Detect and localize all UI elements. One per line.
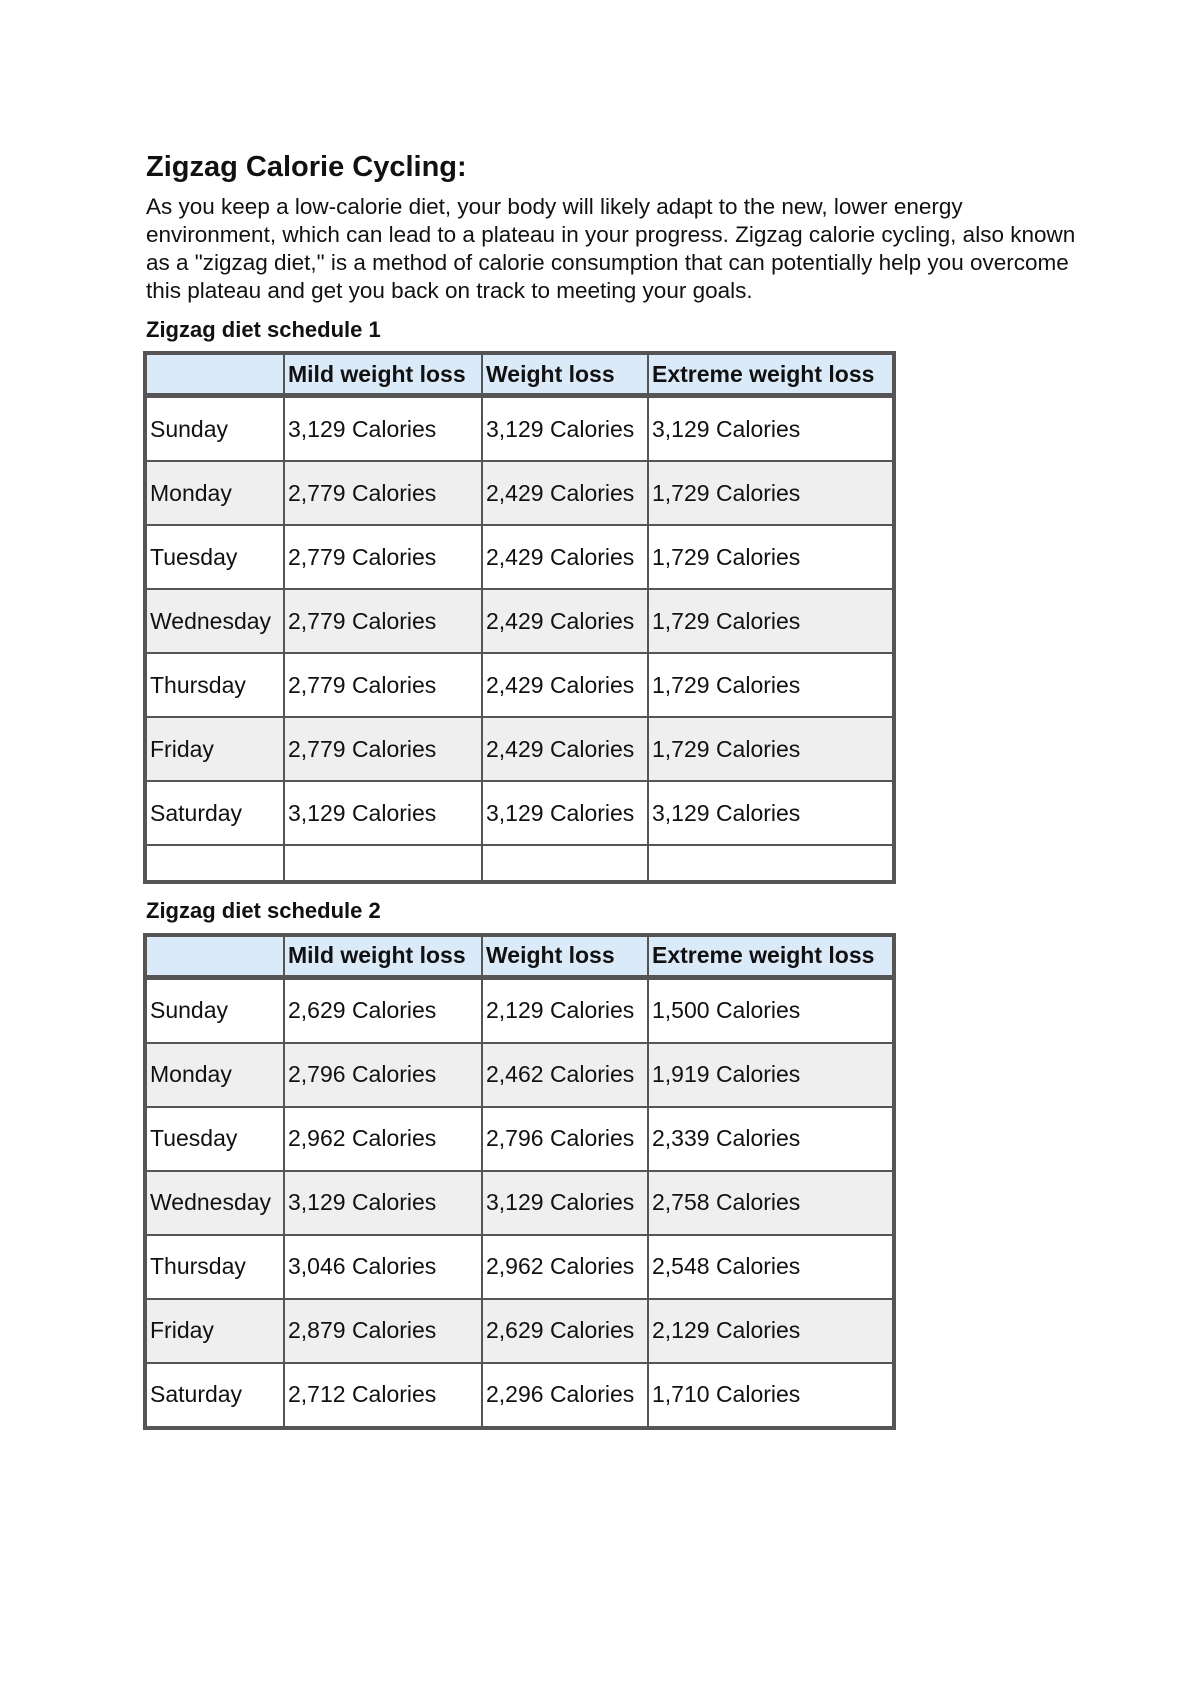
weight-loss-cell: 2,429 Calories (482, 589, 648, 653)
day-cell: Thursday (146, 1235, 284, 1299)
weight-loss-cell: 2,429 Calories (482, 525, 648, 589)
table-row (146, 397, 893, 461)
table-row (146, 1171, 893, 1235)
extreme-weight-loss-cell: 1,710 Calories (648, 1363, 893, 1427)
weight-loss-cell: 2,462 Calories (482, 1043, 648, 1107)
table-row (146, 1235, 893, 1299)
day-cell: Wednesday (146, 1171, 284, 1235)
table-row (146, 1363, 893, 1427)
day-cell: Friday (146, 1299, 284, 1363)
table-header-row (146, 354, 893, 397)
weight-loss-cell: 2,429 Calories (482, 717, 648, 781)
document-page (146, 150, 1076, 1444)
day-cell: Monday (146, 1043, 284, 1107)
extreme-weight-loss-cell: 1,919 Calories (648, 1043, 893, 1107)
mild-weight-loss-cell: 3,046 Calories (284, 1235, 482, 1299)
table-row (146, 1299, 893, 1363)
table-row (146, 1107, 893, 1171)
day-cell: Tuesday (146, 1107, 284, 1171)
schedules-container (146, 317, 1076, 1430)
schedule-table (143, 351, 896, 884)
mild-weight-loss-cell: 2,712 Calories (284, 1363, 482, 1427)
mild-weight-loss-cell (284, 845, 482, 881)
weight-loss-cell: 2,962 Calories (482, 1235, 648, 1299)
header-cell-extreme: Extreme weight loss (648, 354, 893, 397)
table-row (146, 589, 893, 653)
mild-weight-loss-cell: 3,129 Calories (284, 781, 482, 845)
schedule-table (143, 933, 896, 1430)
weight-loss-cell: 3,129 Calories (482, 1171, 648, 1235)
extreme-weight-loss-cell: 1,500 Calories (648, 979, 893, 1043)
extreme-weight-loss-cell: 1,729 Calories (648, 461, 893, 525)
mild-weight-loss-cell: 2,779 Calories (284, 717, 482, 781)
weight-loss-cell: 2,296 Calories (482, 1363, 648, 1427)
schedule-title: Zigzag diet schedule 1 (146, 316, 381, 342)
day-cell: Saturday (146, 781, 284, 845)
day-cell: Saturday (146, 1363, 284, 1427)
extreme-weight-loss-cell: 2,129 Calories (648, 1299, 893, 1363)
mild-weight-loss-cell: 2,962 Calories (284, 1107, 482, 1171)
table-row (146, 525, 893, 589)
schedule-section (146, 898, 1076, 1429)
page-title: Zigzag Calorie Cycling: (146, 151, 467, 183)
extreme-weight-loss-cell (648, 845, 893, 881)
weight-loss-cell: 3,129 Calories (482, 781, 648, 845)
mild-weight-loss-cell: 3,129 Calories (284, 1171, 482, 1235)
mild-weight-loss-cell: 2,779 Calories (284, 525, 482, 589)
table-body (146, 979, 893, 1427)
day-cell: Friday (146, 717, 284, 781)
header-cell-mild: Mild weight loss (284, 354, 482, 397)
header-cell-extreme: Extreme weight loss (648, 936, 893, 979)
extreme-weight-loss-cell: 1,729 Calories (648, 525, 893, 589)
table-row (146, 979, 893, 1043)
extreme-weight-loss-cell: 2,758 Calories (648, 1171, 893, 1235)
header-cell-mild: Mild weight loss (284, 936, 482, 979)
weight-loss-cell (482, 845, 648, 881)
intro-paragraph: As you keep a low-calorie diet, your body will likely adapt to the new, lower energy environment, which can lead to a plateau in your progress. Zigzag calorie cycling, also known as a "zigzag diet," is a method of calorie consumption that can potentially help you overcome this plateau and get you back on track to meeting your goals. (146, 193, 1076, 303)
mild-weight-loss-cell: 2,796 Calories (284, 1043, 482, 1107)
weight-loss-cell: 2,429 Calories (482, 461, 648, 525)
extreme-weight-loss-cell: 1,729 Calories (648, 653, 893, 717)
day-cell: Monday (146, 461, 284, 525)
table-body (146, 397, 893, 881)
weight-loss-cell: 2,429 Calories (482, 653, 648, 717)
day-cell: Wednesday (146, 589, 284, 653)
table-header-row (146, 936, 893, 979)
schedule-section (146, 317, 1076, 884)
header-cell-weight-loss: Weight loss (482, 936, 648, 979)
table-row (146, 461, 893, 525)
table-row (146, 845, 893, 881)
schedule-title: Zigzag diet schedule 2 (146, 898, 381, 924)
extreme-weight-loss-cell: 2,548 Calories (648, 1235, 893, 1299)
header-cell-day (146, 936, 284, 979)
weight-loss-cell: 3,129 Calories (482, 397, 648, 461)
mild-weight-loss-cell: 2,779 Calories (284, 461, 482, 525)
mild-weight-loss-cell: 2,879 Calories (284, 1299, 482, 1363)
mild-weight-loss-cell: 2,779 Calories (284, 589, 482, 653)
extreme-weight-loss-cell: 3,129 Calories (648, 397, 893, 461)
day-cell: Thursday (146, 653, 284, 717)
weight-loss-cell: 2,129 Calories (482, 979, 648, 1043)
extreme-weight-loss-cell: 2,339 Calories (648, 1107, 893, 1171)
mild-weight-loss-cell: 2,779 Calories (284, 653, 482, 717)
header-cell-weight-loss: Weight loss (482, 354, 648, 397)
mild-weight-loss-cell: 2,629 Calories (284, 979, 482, 1043)
extreme-weight-loss-cell: 1,729 Calories (648, 717, 893, 781)
day-cell: Sunday (146, 397, 284, 461)
day-cell: Sunday (146, 979, 284, 1043)
table-row (146, 1043, 893, 1107)
mild-weight-loss-cell: 3,129 Calories (284, 397, 482, 461)
table-row (146, 781, 893, 845)
day-cell (146, 845, 284, 881)
day-cell: Tuesday (146, 525, 284, 589)
extreme-weight-loss-cell: 3,129 Calories (648, 781, 893, 845)
weight-loss-cell: 2,796 Calories (482, 1107, 648, 1171)
weight-loss-cell: 2,629 Calories (482, 1299, 648, 1363)
table-row (146, 717, 893, 781)
extreme-weight-loss-cell: 1,729 Calories (648, 589, 893, 653)
table-row (146, 653, 893, 717)
header-cell-day (146, 354, 284, 397)
